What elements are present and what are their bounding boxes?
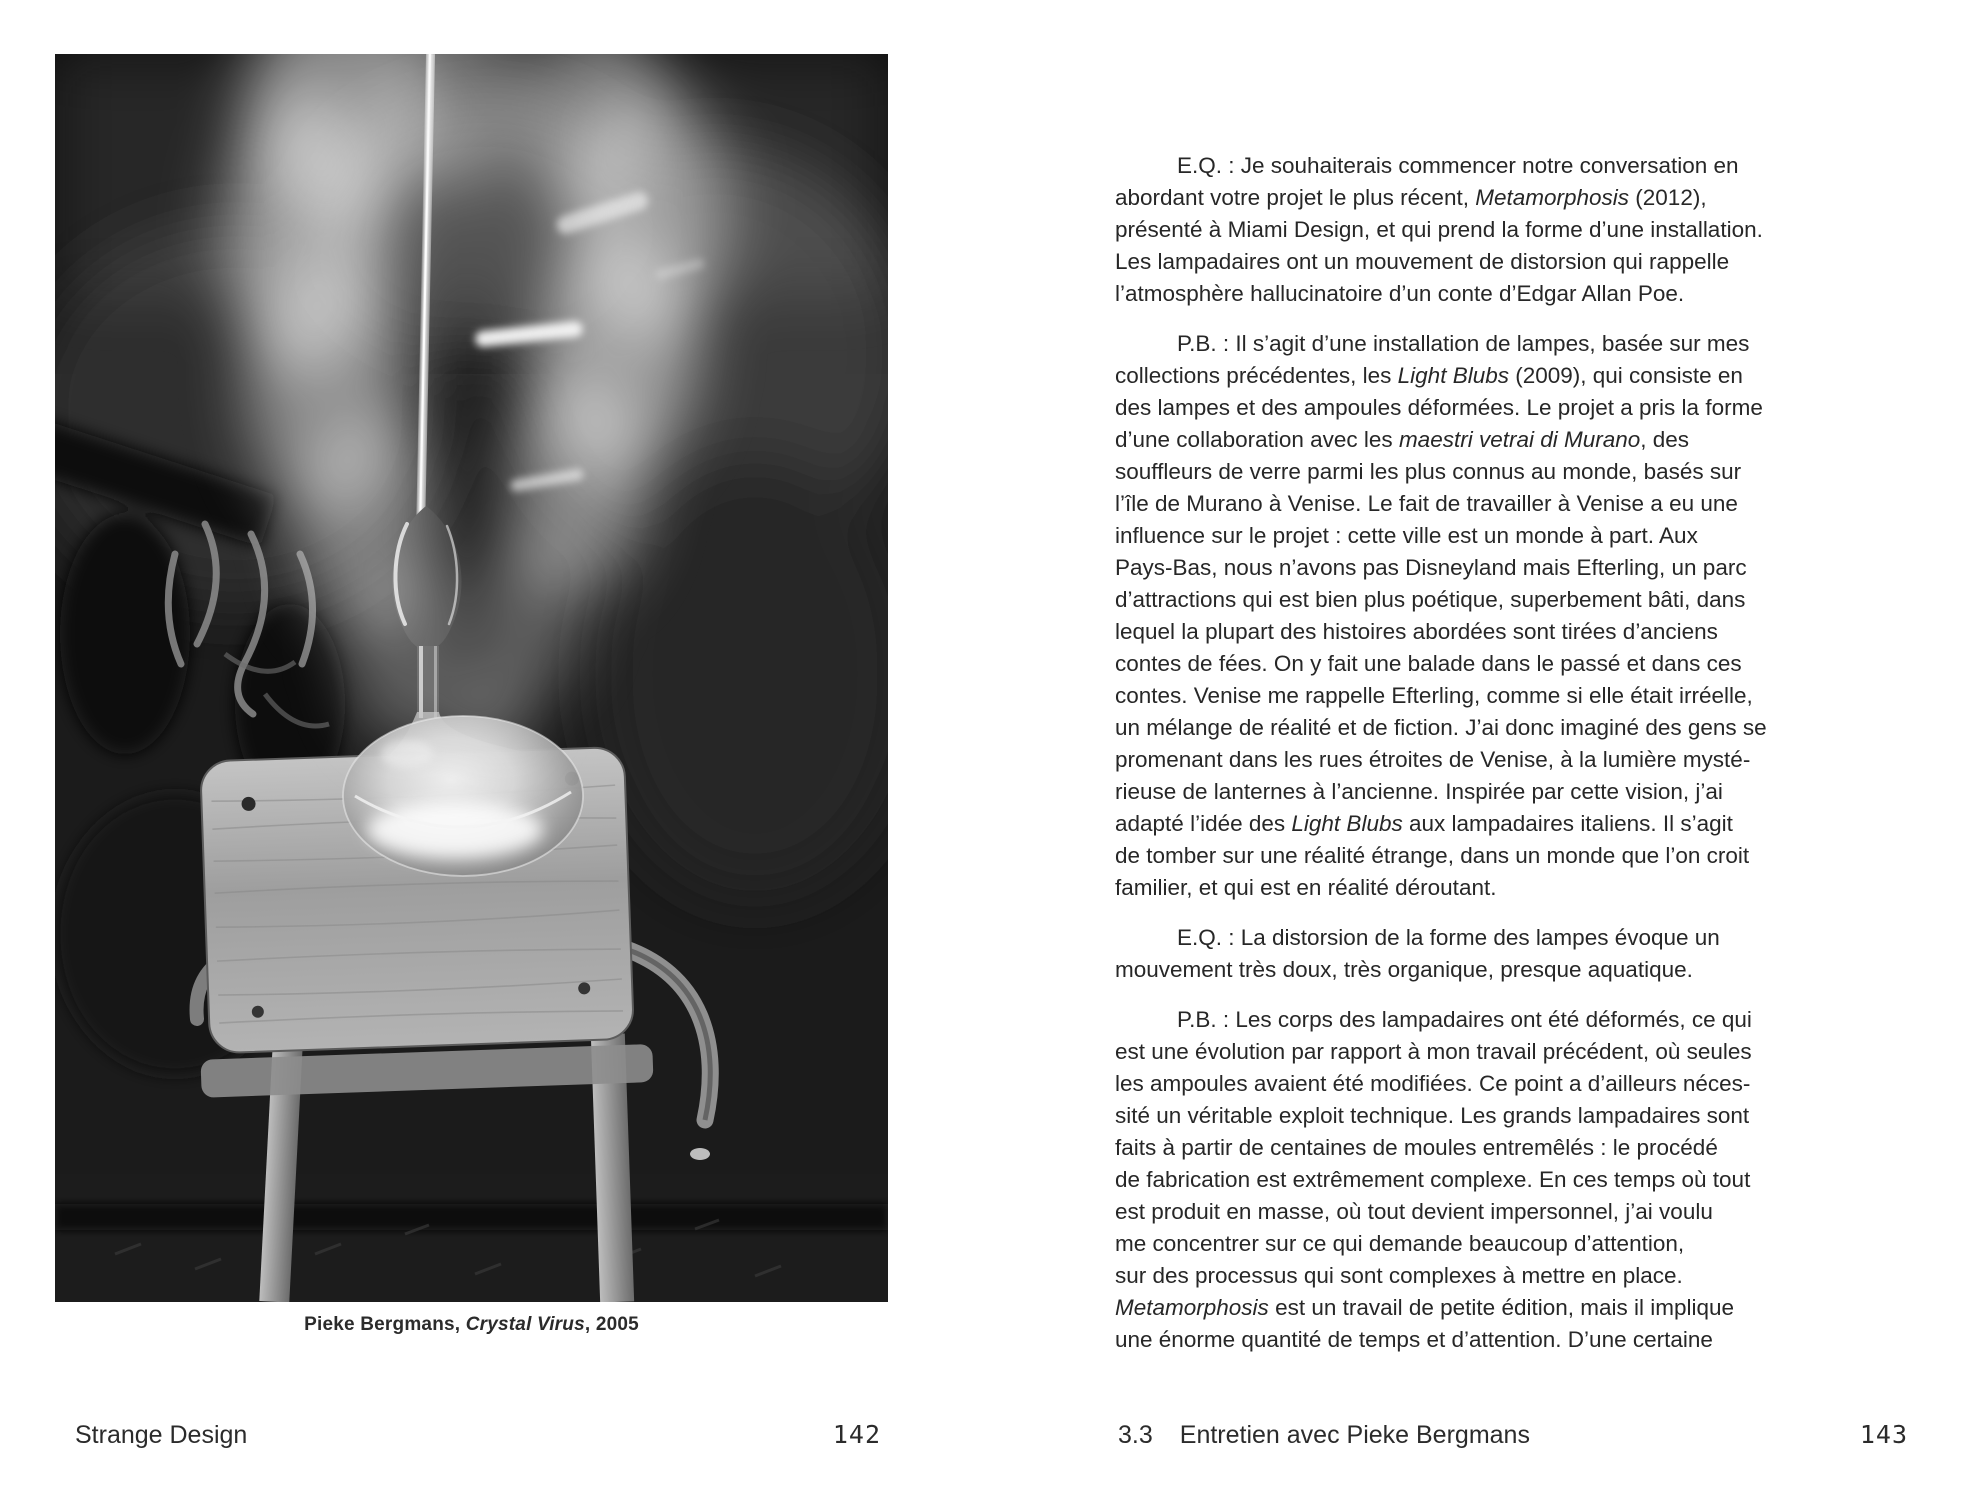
book-title: Strange Design bbox=[75, 1421, 248, 1449]
text-line: mouvement très doux, très organique, presque aquatique. bbox=[1115, 957, 1693, 982]
text-line: adapté l’idée des Light Blubs aux lampadaires italiens. Il s’agit bbox=[1115, 811, 1733, 836]
text-line: P.B. : Il s’agit d’une installation de lampes, basée sur mes bbox=[1177, 331, 1750, 356]
interview-text bbox=[1115, 150, 1895, 1356]
text-line: d’une collaboration avec les maestri vetrai di Murano, des bbox=[1115, 427, 1690, 452]
paragraph bbox=[1115, 328, 1895, 904]
text-line: contes. Venise me rappelle Efterling, comme si elle était irréelle, bbox=[1115, 683, 1753, 708]
text-line: E.Q. : Je souhaiterais commencer notre conversation en bbox=[1177, 153, 1739, 178]
section-title: Entretien avec Pieke Bergmans bbox=[1179, 1421, 1530, 1449]
text-line: les ampoules avaient été modifiées. Ce point a d’ailleurs néces- bbox=[1115, 1071, 1751, 1096]
text-line: Les lampadaires ont un mouvement de distorsion qui rappelle bbox=[1115, 249, 1730, 274]
text-line: d’attractions qui est bien plus poétique, superbement bâti, dans bbox=[1115, 587, 1746, 612]
text-line: un mélange de réalité et de fiction. J’ai donc imaginé des gens se bbox=[1115, 715, 1767, 740]
text-line: me concentrer sur ce qui demande beaucoup d’attention, bbox=[1115, 1231, 1685, 1256]
left-page-footer bbox=[75, 1420, 881, 1450]
text-line: promenant dans les rues étroites de Venise, à la lumière mysté- bbox=[1115, 747, 1751, 772]
text-line: lequel la plupart des histoires abordées sont tirées d’anciens bbox=[1115, 619, 1718, 644]
text-line: l’atmosphère hallucinatoire d’un conte d’Edgar Allan Poe. bbox=[1115, 281, 1685, 306]
text-line: contes de fées. On y fait une balade dans le passé et dans ces bbox=[1115, 651, 1742, 676]
text-line: Pays-Bas, nous n’avons pas Disneyland mais Efterling, un parc bbox=[1115, 555, 1747, 580]
text-line: rieuse de lanternes à l’ancienne. Inspirée par cette vision, j’ai bbox=[1115, 779, 1723, 804]
photo-caption: Pieke Bergmans, Crystal Virus, 2005 bbox=[304, 1314, 639, 1335]
text-line: de tomber sur une réalité étrange, dans un monde que l’on croit bbox=[1115, 843, 1750, 868]
text-line: l’île de Murano à Venise. Le fait de travailler à Venise a eu une bbox=[1115, 491, 1738, 516]
text-line: est produit en masse, où tout devient impersonnel, j’ai voulu bbox=[1115, 1199, 1713, 1224]
text-line: familier, et qui est en réalité déroutant. bbox=[1115, 875, 1497, 900]
section-number: 3.3 bbox=[1118, 1421, 1153, 1449]
text-line: faits à partir de centaines de moules entremêlés : le procédé bbox=[1115, 1135, 1718, 1160]
text-line: E.Q. : La distorsion de la forme des lampes évoque un bbox=[1177, 925, 1720, 950]
text-line: influence sur le projet : cette ville est un monde à part. Aux bbox=[1115, 523, 1698, 548]
page-number-right: 143 bbox=[1859, 1420, 1908, 1449]
text-line: abordant votre projet le plus récent, Metamorphosis (2012), bbox=[1115, 185, 1707, 210]
text-line: des lampes et des ampoules déformées. Le projet a pris la forme bbox=[1115, 395, 1763, 420]
paragraph bbox=[1115, 1004, 1895, 1356]
paragraph bbox=[1115, 150, 1895, 310]
text-line: Metamorphosis est un travail de petite édition, mais il implique bbox=[1115, 1295, 1735, 1320]
text-line: de fabrication est extrêmement complexe. En ces temps où tout bbox=[1115, 1167, 1751, 1192]
text-line: sité un véritable exploit technique. Les grands lampadaires sont bbox=[1115, 1103, 1750, 1128]
glassblowing-photo-illustration bbox=[55, 54, 888, 1302]
text-line: une énorme quantité de temps et d’attention. D’une certaine bbox=[1115, 1327, 1713, 1352]
text-line: sur des processus qui sont complexes à mettre en place. bbox=[1115, 1263, 1683, 1288]
photo-crystal-virus bbox=[55, 54, 888, 1302]
page-number-left: 142 bbox=[832, 1420, 881, 1449]
text-line: collections précédentes, les Light Blubs (2009), qui consiste en bbox=[1115, 363, 1743, 388]
paragraph bbox=[1115, 922, 1895, 986]
text-line: souffleurs de verre parmi les plus connus au monde, basés sur bbox=[1115, 459, 1742, 484]
text-line: P.B. : Les corps des lampadaires ont été déformés, ce qui bbox=[1177, 1007, 1752, 1032]
text-line: est une évolution par rapport à mon travail précédent, où seules bbox=[1115, 1039, 1752, 1064]
right-page-footer bbox=[1118, 1420, 1908, 1450]
text-line: présenté à Miami Design, et qui prend la forme d’une installation. bbox=[1115, 217, 1763, 242]
